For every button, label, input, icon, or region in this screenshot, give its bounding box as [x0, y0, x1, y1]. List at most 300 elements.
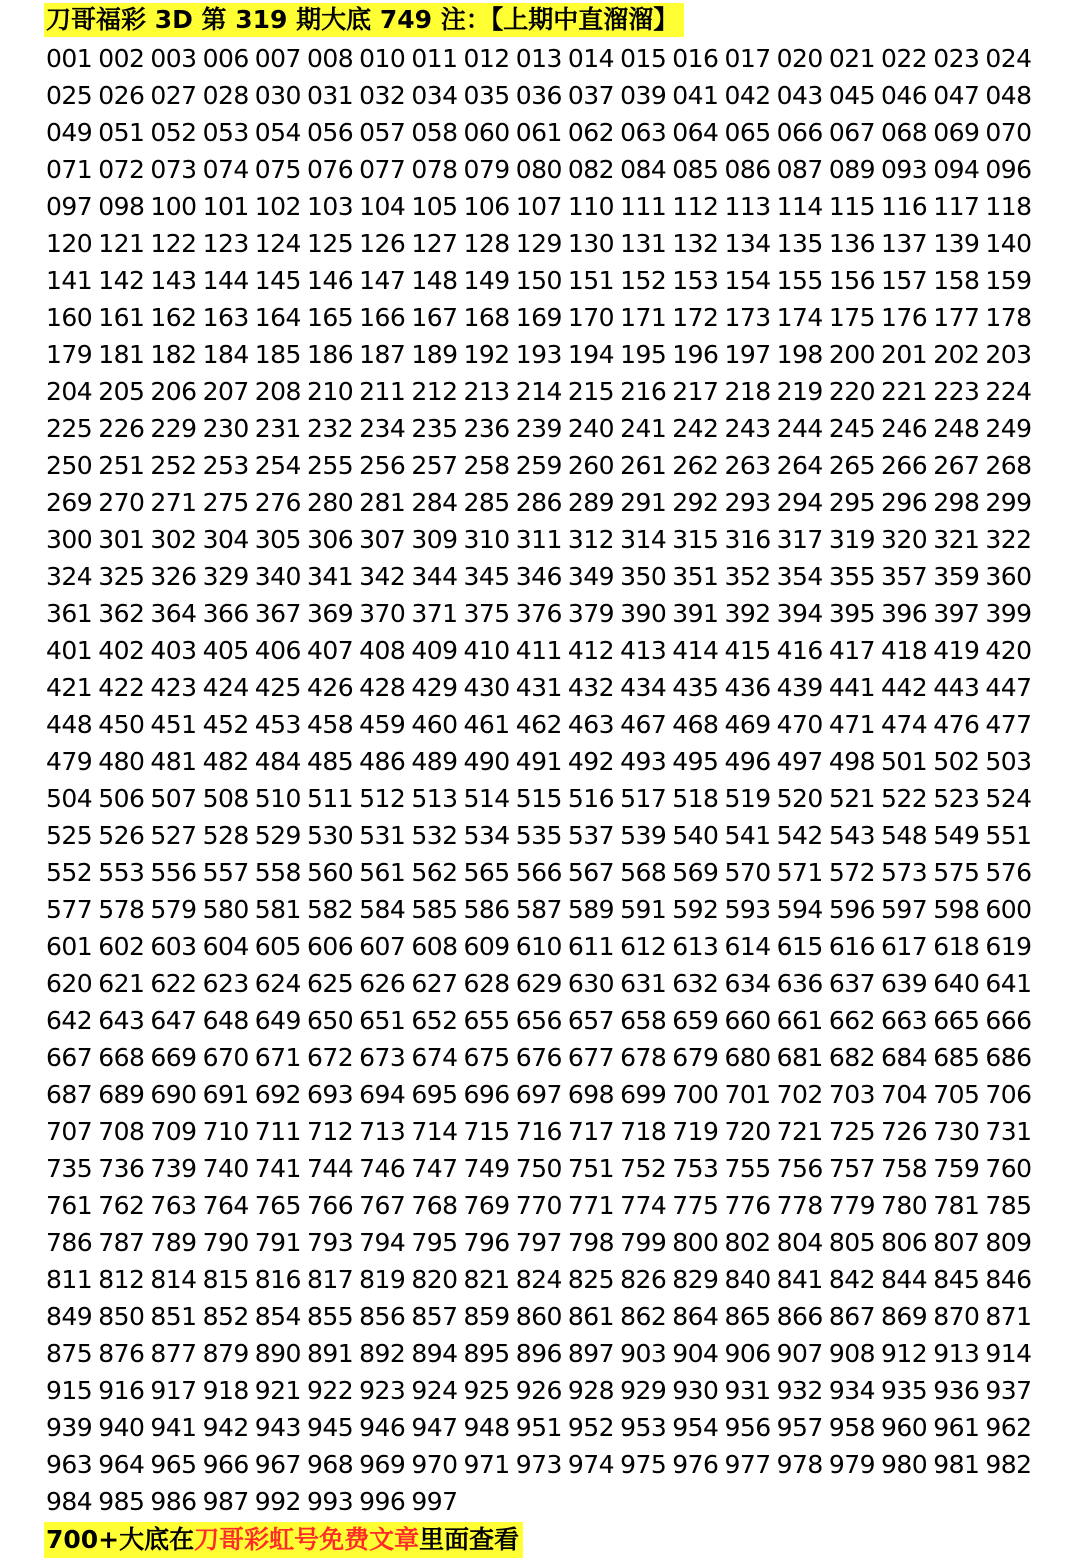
- number-cell: 057: [359, 118, 406, 147]
- number-cell: 769: [463, 1191, 510, 1220]
- number-cell: 502: [933, 747, 980, 776]
- number-cell: 684: [881, 1043, 928, 1072]
- number-cell: 497: [776, 747, 823, 776]
- number-cell: 851: [150, 1302, 197, 1331]
- number-cell: 291: [620, 488, 667, 517]
- number-cell: 571: [776, 858, 823, 887]
- number-cell: 929: [620, 1376, 667, 1405]
- number-cell: 513: [411, 784, 458, 813]
- footer-suffix: 里面查看: [419, 1525, 520, 1554]
- number-cell: 229: [150, 414, 197, 443]
- number-cell: 680: [724, 1043, 771, 1072]
- number-cell: 677: [567, 1043, 615, 1072]
- number-cell: 216: [620, 377, 667, 406]
- number-cell: 481: [150, 747, 197, 776]
- number-cell: 239: [515, 414, 562, 443]
- number-cell: 105: [411, 192, 458, 221]
- number-cell: 430: [463, 673, 510, 702]
- number-cell: 865: [724, 1302, 771, 1331]
- number-cell: 766: [306, 1191, 354, 1220]
- number-cell: 615: [776, 932, 823, 961]
- number-cell: 749: [463, 1154, 510, 1183]
- number-cell: 636: [776, 969, 823, 998]
- number-cell: 375: [463, 599, 510, 628]
- number-cell: 651: [359, 1006, 406, 1035]
- number-cell: 971: [463, 1450, 510, 1479]
- number-cell: 164: [254, 303, 301, 332]
- number-row: [46, 558, 1046, 595]
- number-cell: 665: [933, 1006, 980, 1035]
- footer-prefix: 700+大底在: [46, 1525, 195, 1554]
- number-row: [46, 1261, 1046, 1298]
- number-cell: 596: [828, 895, 876, 924]
- number-cell: 557: [202, 858, 249, 887]
- number-cell: 967: [254, 1450, 301, 1479]
- number-cell: 569: [672, 858, 719, 887]
- number-cell: 236: [463, 414, 510, 443]
- number-cell: 211: [359, 377, 406, 406]
- number-cell: 034: [411, 81, 458, 110]
- number-cell: 171: [620, 303, 667, 332]
- number-cell: 986: [150, 1487, 197, 1516]
- number-cell: 097: [46, 192, 93, 221]
- number-cell: 064: [672, 118, 719, 147]
- number-cell: 637: [828, 969, 876, 998]
- number-cell: 580: [202, 895, 249, 924]
- number-cell: 601: [46, 932, 93, 961]
- number-cell: 791: [254, 1228, 301, 1257]
- number-cell: 436: [724, 673, 771, 702]
- number-cell: 987: [202, 1487, 249, 1516]
- number-cell: 322: [985, 525, 1032, 554]
- number-cell: 293: [724, 488, 771, 517]
- number-cell: 844: [881, 1265, 928, 1294]
- number-cell: 405: [202, 636, 249, 665]
- number-cell: 002: [98, 44, 145, 73]
- number-list: [46, 40, 1046, 1520]
- number-cell: 992: [254, 1487, 301, 1516]
- number-cell: 474: [881, 710, 928, 739]
- number-cell: 952: [567, 1413, 615, 1442]
- number-cell: 984: [46, 1487, 93, 1516]
- number-cell: 661: [776, 1006, 823, 1035]
- number-cell: 413: [620, 636, 667, 665]
- number-cell: 686: [985, 1043, 1032, 1072]
- number-cell: 804: [776, 1228, 823, 1257]
- number-cell: 150: [515, 266, 562, 295]
- number-cell: 296: [881, 488, 928, 517]
- number-cell: 667: [46, 1043, 93, 1072]
- number-cell: 292: [672, 488, 719, 517]
- number-cell: 897: [567, 1339, 615, 1368]
- number-cell: 556: [150, 858, 197, 887]
- number-cell: 945: [306, 1413, 354, 1442]
- number-cell: 517: [620, 784, 667, 813]
- number-cell: 721: [776, 1117, 823, 1146]
- number-cell: 093: [881, 155, 928, 184]
- number-cell: 698: [567, 1080, 615, 1109]
- number-cell: 326: [150, 562, 197, 591]
- number-cell: 026: [98, 81, 145, 110]
- number-cell: 797: [515, 1228, 562, 1257]
- number-row: [46, 373, 1046, 410]
- number-cell: 720: [724, 1117, 771, 1146]
- number-cell: 668: [98, 1043, 145, 1072]
- footer-link[interactable]: 刀哥彩虹号免费文章: [194, 1525, 420, 1554]
- number-cell: 817: [306, 1265, 354, 1294]
- page-title: [44, 3, 684, 37]
- number-cell: 194: [567, 340, 615, 369]
- number-cell: 350: [620, 562, 667, 591]
- number-cell: 713: [359, 1117, 406, 1146]
- number-cell: 675: [463, 1043, 510, 1072]
- number-cell: 448: [46, 710, 93, 739]
- number-cell: 611: [567, 932, 615, 961]
- number-cell: 041: [672, 81, 719, 110]
- number-cell: 173: [724, 303, 771, 332]
- number-cell: 087: [776, 155, 823, 184]
- number-cell: 768: [411, 1191, 458, 1220]
- number-row: [46, 299, 1046, 336]
- number-cell: 429: [411, 673, 458, 702]
- number-cell: 824: [515, 1265, 562, 1294]
- number-cell: 765: [254, 1191, 301, 1220]
- number-cell: 176: [881, 303, 928, 332]
- number-cell: 125: [306, 229, 354, 258]
- number-cell: 582: [306, 895, 354, 924]
- number-cell: 420: [985, 636, 1032, 665]
- number-cell: 543: [828, 821, 876, 850]
- number-cell: 302: [150, 525, 197, 554]
- number-cell: 942: [202, 1413, 249, 1442]
- number-cell: 263: [724, 451, 771, 480]
- number-cell: 750: [515, 1154, 562, 1183]
- number-cell: 576: [985, 858, 1032, 887]
- number-cell: 763: [150, 1191, 197, 1220]
- number-cell: 650: [306, 1006, 354, 1035]
- number-cell: 159: [985, 266, 1032, 295]
- number-cell: 619: [985, 932, 1032, 961]
- number-row: [46, 1150, 1046, 1187]
- number-cell: 352: [724, 562, 771, 591]
- number-cell: 370: [359, 599, 406, 628]
- number-cell: 266: [881, 451, 928, 480]
- number-cell: 507: [150, 784, 197, 813]
- number-cell: 459: [359, 710, 406, 739]
- number-cell: 394: [776, 599, 823, 628]
- number-cell: 871: [985, 1302, 1032, 1331]
- number-cell: 391: [672, 599, 719, 628]
- number-cell: 785: [985, 1191, 1032, 1220]
- number-cell: 658: [620, 1006, 667, 1035]
- number-cell: 702: [776, 1080, 823, 1109]
- number-cell: 112: [672, 192, 719, 221]
- number-cell: 704: [881, 1080, 928, 1109]
- number-cell: 135: [776, 229, 823, 258]
- number-cell: 126: [359, 229, 406, 258]
- number-cell: 840: [724, 1265, 771, 1294]
- number-cell: 480: [98, 747, 145, 776]
- number-cell: 620: [46, 969, 93, 998]
- number-cell: 086: [724, 155, 771, 184]
- number-cell: 360: [985, 562, 1032, 591]
- number-cell: 152: [620, 266, 667, 295]
- number-cell: 821: [463, 1265, 510, 1294]
- number-cell: 903: [620, 1339, 667, 1368]
- number-row: [46, 1039, 1046, 1076]
- number-cell: 626: [359, 969, 406, 998]
- number-cell: 877: [150, 1339, 197, 1368]
- number-cell: 479: [46, 747, 93, 776]
- number-cell: 186: [306, 340, 354, 369]
- number-cell: 624: [254, 969, 301, 998]
- number-cell: 311: [515, 525, 562, 554]
- number-cell: 979: [828, 1450, 876, 1479]
- number-cell: 184: [202, 340, 249, 369]
- number-cell: 560: [306, 858, 354, 887]
- number-cell: 254: [254, 451, 301, 480]
- number-cell: 520: [776, 784, 823, 813]
- number-cell: 671: [254, 1043, 301, 1072]
- number-cell: 469: [724, 710, 771, 739]
- number-cell: 485: [306, 747, 354, 776]
- number-cell: 151: [567, 266, 615, 295]
- number-cell: 114: [776, 192, 823, 221]
- number-cell: 578: [98, 895, 145, 924]
- number-cell: 242: [672, 414, 719, 443]
- number-cell: 439: [776, 673, 823, 702]
- number-cell: 463: [567, 710, 615, 739]
- number-row: [46, 1002, 1046, 1039]
- number-cell: 647: [150, 1006, 197, 1035]
- number-cell: 640: [933, 969, 980, 998]
- number-cell: 753: [672, 1154, 719, 1183]
- number-cell: 570: [724, 858, 771, 887]
- number-cell: 936: [933, 1376, 980, 1405]
- number-cell: 275: [202, 488, 249, 517]
- number-cell: 096: [985, 155, 1032, 184]
- number-cell: 271: [150, 488, 197, 517]
- number-cell: 760: [985, 1154, 1032, 1183]
- number-cell: 532: [411, 821, 458, 850]
- number-row: [46, 447, 1046, 484]
- number-cell: 015: [620, 44, 667, 73]
- number-cell: 496: [724, 747, 771, 776]
- number-cell: 915: [46, 1376, 93, 1405]
- number-cell: 148: [411, 266, 458, 295]
- number-cell: 204: [46, 377, 93, 406]
- number-cell: 627: [411, 969, 458, 998]
- number-cell: 023: [933, 44, 980, 73]
- number-cell: 007: [254, 44, 301, 73]
- number-cell: 067: [828, 118, 876, 147]
- number-cell: 922: [306, 1376, 354, 1405]
- number-cell: 264: [776, 451, 823, 480]
- number-cell: 181: [98, 340, 145, 369]
- number-cell: 085: [672, 155, 719, 184]
- number-cell: 418: [881, 636, 928, 665]
- number-cell: 849: [46, 1302, 93, 1331]
- number-cell: 516: [567, 784, 615, 813]
- number-cell: 160: [46, 303, 93, 332]
- number-cell: 609: [463, 932, 510, 961]
- number-cell: 450: [98, 710, 145, 739]
- number-cell: 145: [254, 266, 301, 295]
- number-cell: 503: [985, 747, 1032, 776]
- number-cell: 913: [933, 1339, 980, 1368]
- number-cell: 756: [776, 1154, 823, 1183]
- number-cell: 584: [359, 895, 406, 924]
- number-cell: 169: [515, 303, 562, 332]
- number-cell: 761: [46, 1191, 93, 1220]
- number-cell: 700: [672, 1080, 719, 1109]
- number-row: [46, 706, 1046, 743]
- number-cell: 528: [202, 821, 249, 850]
- number-cell: 369: [306, 599, 354, 628]
- number-cell: 730: [933, 1117, 980, 1146]
- number-cell: 539: [620, 821, 667, 850]
- number-cell: 708: [98, 1117, 145, 1146]
- number-cell: 161: [98, 303, 145, 332]
- number-cell: 024: [985, 44, 1032, 73]
- number-cell: 319: [828, 525, 876, 554]
- number-cell: 527: [150, 821, 197, 850]
- number-cell: 561: [359, 858, 406, 887]
- number-cell: 245: [828, 414, 876, 443]
- number-cell: 258: [463, 451, 510, 480]
- number-cell: 053: [202, 118, 249, 147]
- number-cell: 187: [359, 340, 406, 369]
- number-cell: 434: [620, 673, 667, 702]
- number-cell: 895: [463, 1339, 510, 1368]
- number-cell: 925: [463, 1376, 510, 1405]
- number-cell: 904: [672, 1339, 719, 1368]
- number-cell: 221: [881, 377, 928, 406]
- number-cell: 132: [672, 229, 719, 258]
- number-cell: 361: [46, 599, 93, 628]
- number-cell: 248: [933, 414, 980, 443]
- number-cell: 537: [567, 821, 615, 850]
- number-cell: 689: [98, 1080, 145, 1109]
- number-cell: 805: [828, 1228, 876, 1257]
- number-cell: 460: [411, 710, 458, 739]
- number-cell: 589: [567, 895, 615, 924]
- number-cell: 416: [776, 636, 823, 665]
- number-row: [46, 928, 1046, 965]
- number-cell: 717: [567, 1117, 615, 1146]
- number-cell: 115: [828, 192, 876, 221]
- number-cell: 225: [46, 414, 93, 443]
- number-cell: 512: [359, 784, 406, 813]
- number-cell: 965: [150, 1450, 197, 1479]
- number-cell: 879: [202, 1339, 249, 1368]
- number-cell: 210: [306, 377, 354, 406]
- number-cell: 200: [828, 340, 876, 369]
- number-cell: 122: [150, 229, 197, 258]
- number-row: [46, 743, 1046, 780]
- number-cell: 409: [411, 636, 458, 665]
- number-cell: 552: [46, 858, 93, 887]
- number-cell: 585: [411, 895, 458, 924]
- number-cell: 701: [724, 1080, 771, 1109]
- number-cell: 178: [985, 303, 1032, 332]
- number-cell: 930: [672, 1376, 719, 1405]
- number-cell: 947: [411, 1413, 458, 1442]
- number-cell: 631: [620, 969, 667, 998]
- number-cell: 079: [463, 155, 510, 184]
- number-cell: 016: [672, 44, 719, 73]
- number-cell: 604: [202, 932, 249, 961]
- number-cell: 014: [567, 44, 615, 73]
- number-cell: 562: [411, 858, 458, 887]
- number-cell: 715: [463, 1117, 510, 1146]
- number-cell: 710: [202, 1117, 249, 1146]
- number-cell: 914: [985, 1339, 1032, 1368]
- number-cell: 167: [411, 303, 458, 332]
- number-cell: 144: [202, 266, 249, 295]
- number-cell: 735: [46, 1154, 93, 1183]
- number-cell: 124: [254, 229, 301, 258]
- number-cell: 461: [463, 710, 510, 739]
- number-cell: 168: [463, 303, 510, 332]
- number-cell: 010: [359, 44, 406, 73]
- number-cell: 396: [881, 599, 928, 628]
- number-cell: 317: [776, 525, 823, 554]
- number-cell: 073: [150, 155, 197, 184]
- number-cell: 934: [828, 1376, 876, 1405]
- number-row: [46, 632, 1046, 669]
- number-cell: 344: [411, 562, 458, 591]
- number-cell: 262: [672, 451, 719, 480]
- number-cell: 235: [411, 414, 458, 443]
- number-cell: 294: [776, 488, 823, 517]
- number-cell: 655: [463, 1006, 510, 1035]
- number-row: [46, 780, 1046, 817]
- number-cell: 681: [776, 1043, 823, 1072]
- number-cell: 156: [828, 266, 876, 295]
- number-cell: 320: [881, 525, 928, 554]
- number-cell: 978: [776, 1450, 823, 1479]
- number-cell: 072: [98, 155, 145, 184]
- number-cell: 941: [150, 1413, 197, 1442]
- number-cell: 629: [515, 969, 562, 998]
- number-cell: 407: [306, 636, 354, 665]
- number-cell: 656: [515, 1006, 562, 1035]
- number-cell: 491: [515, 747, 562, 776]
- number-cell: 522: [881, 784, 928, 813]
- number-cell: 759: [933, 1154, 980, 1183]
- number-cell: 195: [620, 340, 667, 369]
- number-cell: 037: [567, 81, 615, 110]
- number-cell: 423: [150, 673, 197, 702]
- number-cell: 819: [359, 1265, 406, 1294]
- number-cell: 780: [881, 1191, 928, 1220]
- number-cell: 280: [306, 488, 354, 517]
- number-cell: 852: [202, 1302, 249, 1331]
- number-cell: 781: [933, 1191, 980, 1220]
- number-cell: 406: [254, 636, 301, 665]
- number-cell: 605: [254, 932, 301, 961]
- number-cell: 535: [515, 821, 562, 850]
- number-cell: 966: [202, 1450, 249, 1479]
- number-cell: 997: [411, 1487, 458, 1516]
- number-cell: 305: [254, 525, 301, 554]
- number-cell: 414: [672, 636, 719, 665]
- number-row: [46, 484, 1046, 521]
- number-row: [46, 1372, 1046, 1409]
- number-cell: 207: [202, 377, 249, 406]
- number-cell: 307: [359, 525, 406, 554]
